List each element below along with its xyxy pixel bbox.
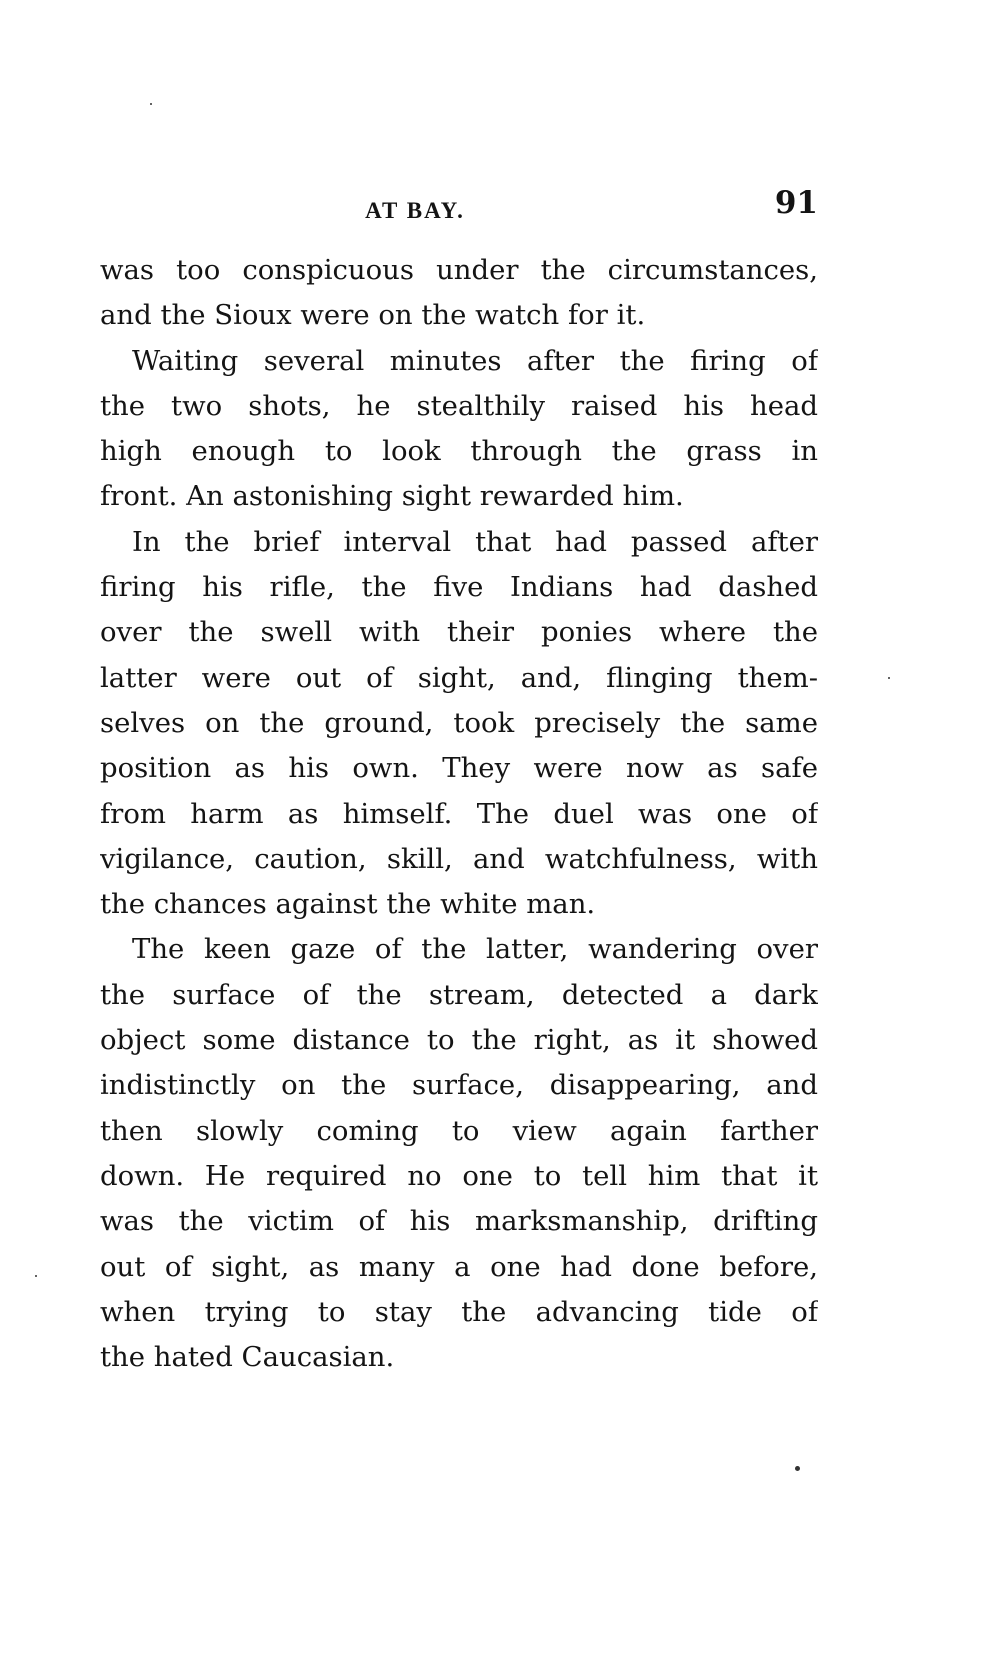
paragraph [100,520,818,928]
text-line: the chances against the white man. [100,888,596,921]
text-line: was the victim of his marksmanship, drifting [100,1205,818,1238]
running-title: AT BAY. [365,198,465,223]
paragraph [100,339,818,520]
text-line: out of sight, as many a one had done before, [100,1250,818,1283]
text-line: position as his own. They were now as safe [100,752,818,785]
page-number: 91 [774,185,818,221]
scan-speck [35,1275,37,1277]
text-line: front. An astonishing sight rewarded him. [100,480,684,513]
text-line: the two shots, he stealthily raised his head [100,389,818,422]
text-line: In the brief interval that had passed after [132,525,818,558]
paragraph [100,927,818,1380]
text-line: high enough to look through the grass in [100,435,818,468]
paragraph [100,248,818,339]
text-line: down. He required no one to tell him that it [100,1159,818,1192]
text-line: vigilance, caution, skill, and watchfulness, with [100,842,818,875]
scan-speck [150,103,152,105]
text-line: from harm as himself. The duel was one of [100,797,818,830]
text-line: over the swell with their ponies where the [100,616,818,649]
text-line: firing his rifle, the five Indians had dashed [100,571,818,604]
running-head [100,185,818,235]
text-line: latter were out of sight, and, flinging them- [100,661,818,694]
text-line: Waiting several minutes after the firing of [132,344,818,377]
text-line: selves on the ground, took precisely the same [100,706,818,739]
text-line: the hated Caucasian. [100,1341,395,1374]
text-line: indistinctly on the surface, disappearing, and [100,1069,818,1102]
text-line: then slowly coming to view again farther [100,1114,818,1147]
text-line: The keen gaze of the latter, wandering over [132,933,818,966]
text-line: and the Sioux were on the watch for it. [100,299,646,332]
text-line: when trying to stay the advancing tide of [100,1295,818,1328]
text-line: the surface of the stream, detected a dark [100,978,818,1011]
scan-speck [795,1466,800,1471]
text-line: was too conspicuous under the circumstances, [100,254,818,286]
body-text [100,248,818,1380]
scan-speck [888,677,890,679]
text-line: object some distance to the right, as it showed [100,1024,818,1057]
